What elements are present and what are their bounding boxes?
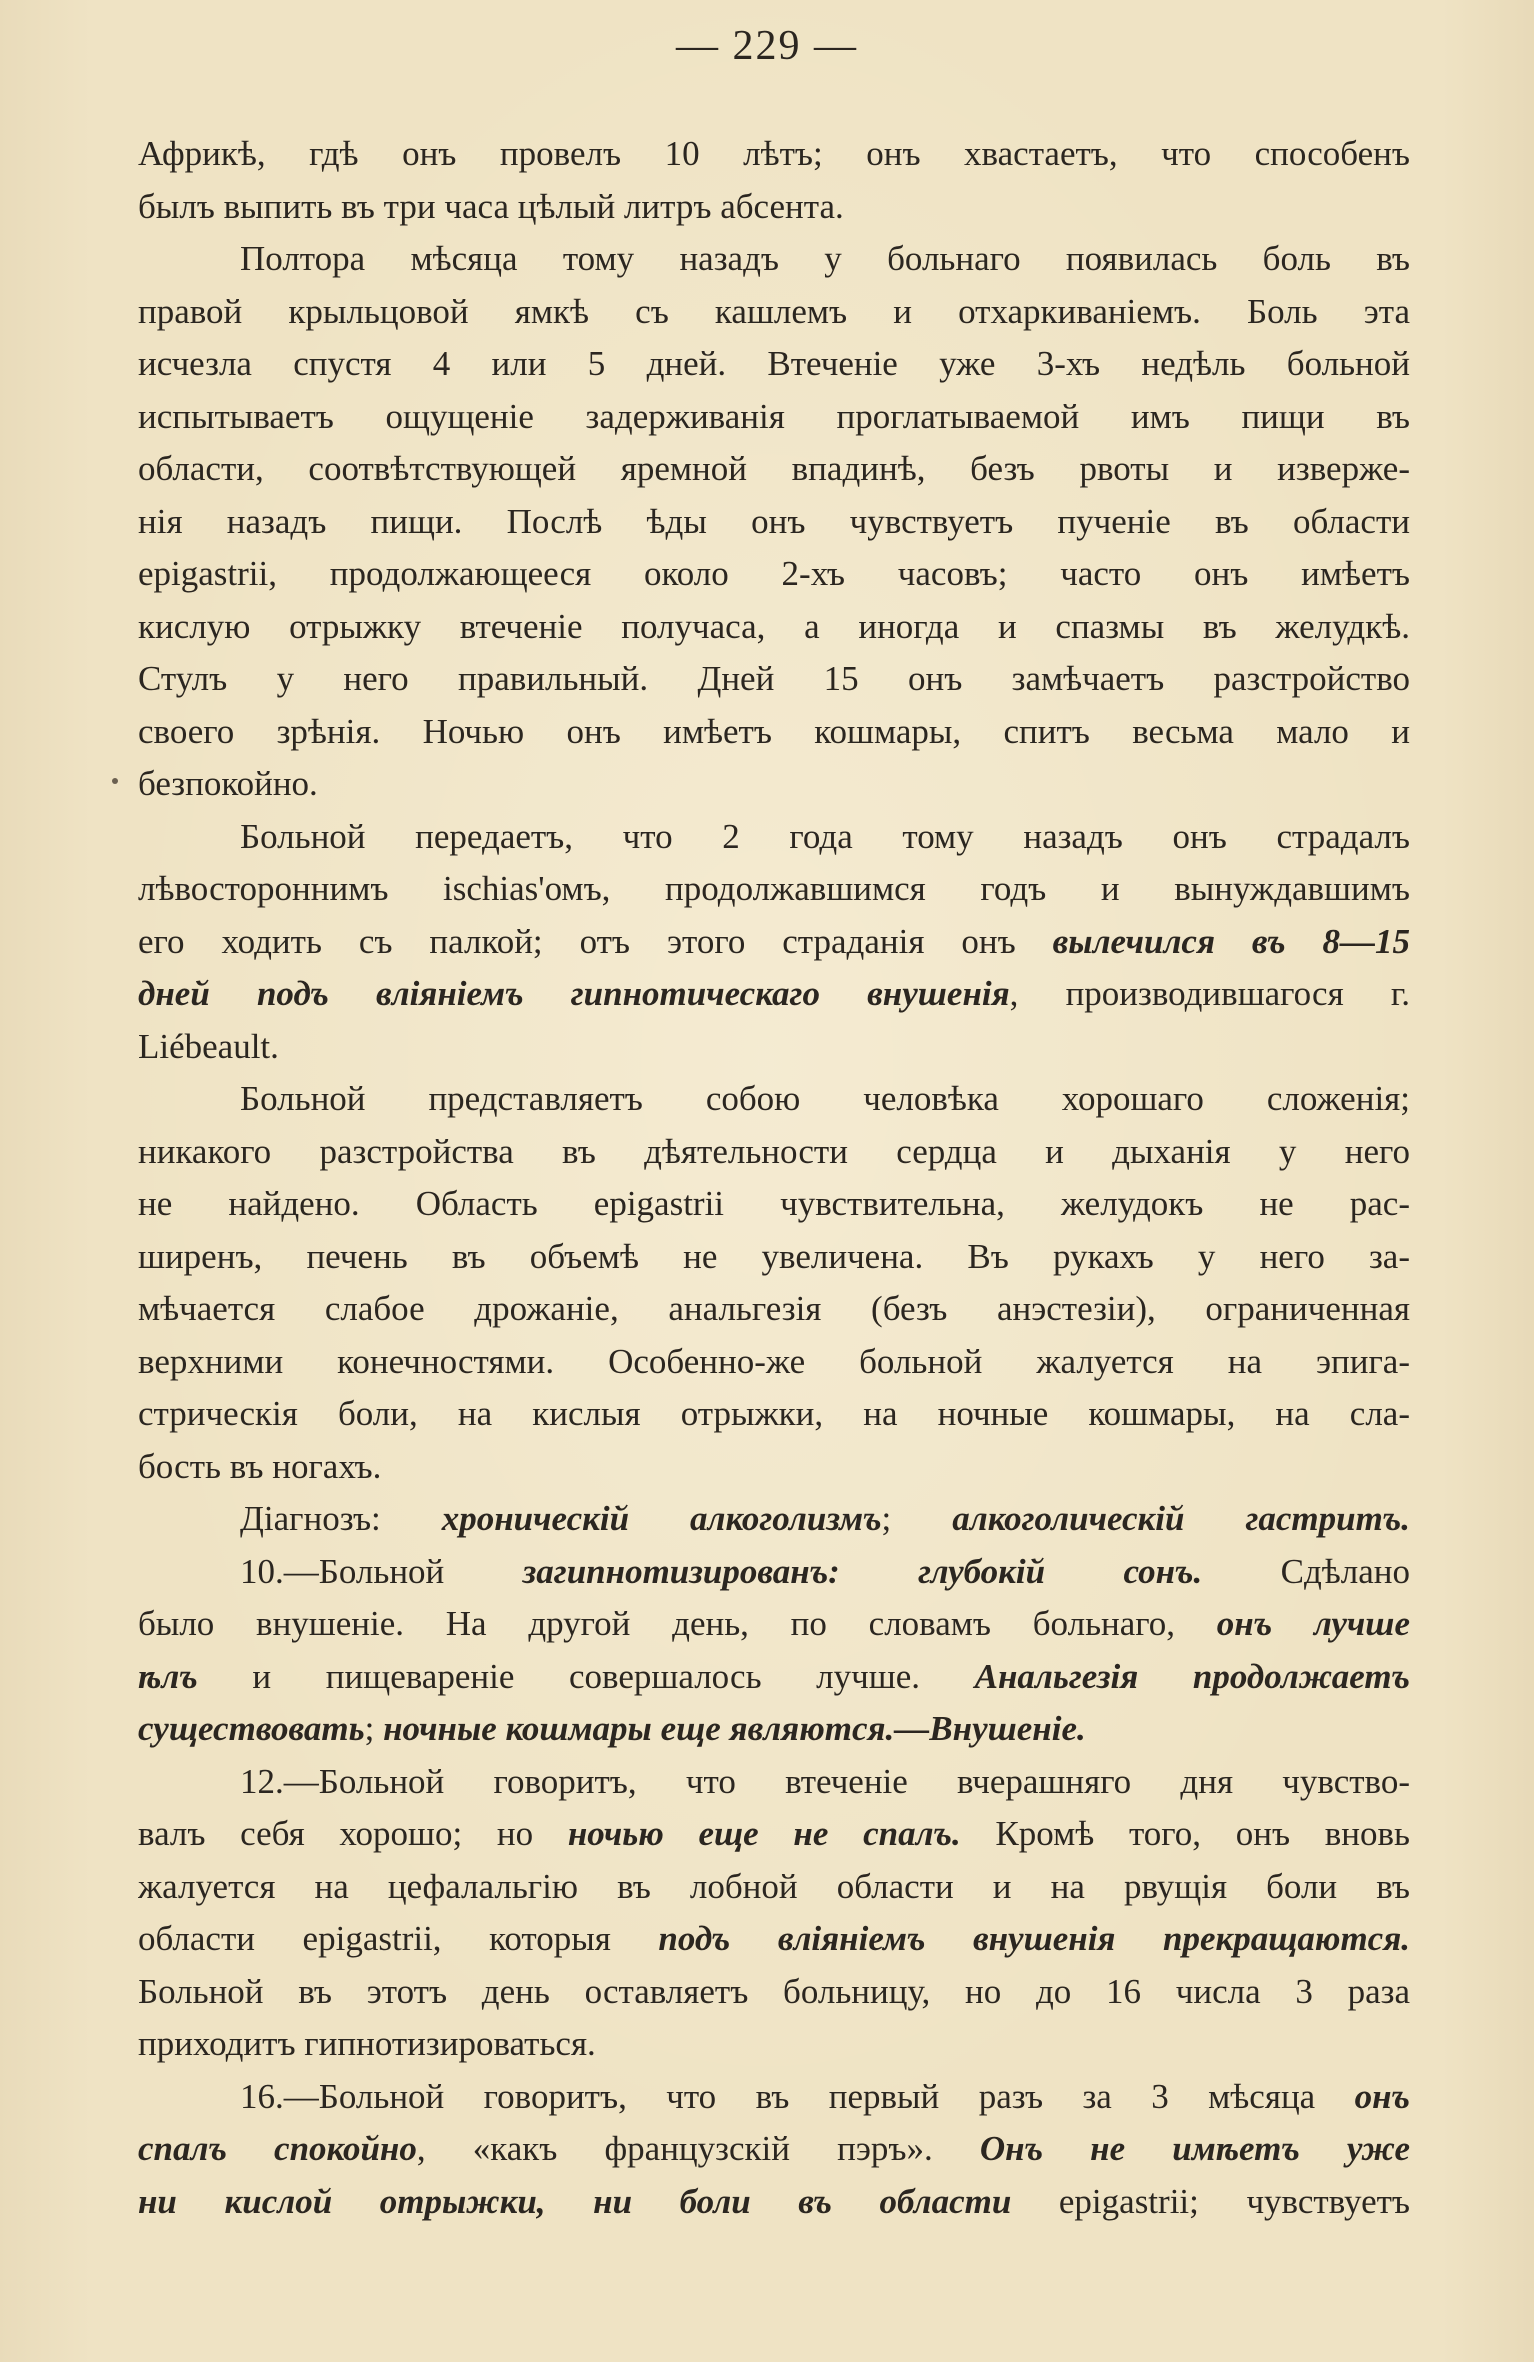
text-line bbox=[138, 1336, 1410, 1389]
text-line bbox=[138, 1493, 1410, 1546]
text-line bbox=[138, 1073, 1410, 1126]
text-line bbox=[138, 2123, 1410, 2176]
text-segment: правой крыльцовой ямкѣ съ кашлемъ и отхаркиваніемъ. Боль эта bbox=[138, 291, 1410, 331]
italic-segment: ночные кошмары еще являются.—Внушеніе. bbox=[383, 1709, 1086, 1748]
text-line bbox=[138, 916, 1410, 969]
italic-segment: алкоголическій гастритъ. bbox=[952, 1499, 1410, 1538]
text-line bbox=[138, 1441, 1410, 1494]
text-segment: Діагнозъ: bbox=[240, 1499, 442, 1538]
text-segment: Полтора мѣсяца тому назадъ у больнаго появилась боль въ bbox=[240, 239, 1410, 278]
text-segment: верхними конечностями. Особенно-же больной жалуется на эпига- bbox=[138, 1341, 1410, 1381]
text-line bbox=[138, 1808, 1410, 1861]
text-segment: области, соотвѣтствующей яремной впадинѣ, безъ рвоты и изверже- bbox=[138, 449, 1410, 488]
italic-segment: ѣлъ bbox=[138, 1656, 198, 1696]
text-segment: приходитъ гипнотизироваться. bbox=[138, 2024, 596, 2063]
text-line bbox=[138, 338, 1410, 391]
text-segment: мѣчается слабое дрожаніе, анальгезія (безъ анэстезіи), ограниченная bbox=[138, 1289, 1410, 1328]
text-line bbox=[138, 1178, 1410, 1231]
text-line bbox=[138, 863, 1410, 916]
text-line bbox=[138, 233, 1410, 286]
text-segment: Больной передаетъ, что 2 года тому назадъ онъ страдалъ bbox=[240, 816, 1410, 856]
italic-segment: спалъ спокойно bbox=[138, 2129, 417, 2168]
text-line bbox=[138, 1126, 1410, 1179]
text-segment: его ходить съ палкой; отъ этого страданія онъ bbox=[138, 921, 1053, 961]
text-segment: былъ выпить въ три часа цѣлый литръ абсента. bbox=[138, 186, 844, 226]
text-segment: ; bbox=[881, 1499, 953, 1538]
text-line bbox=[138, 1021, 1410, 1074]
text-segment: 16.—Больной говоритъ, что въ первый разъ за 3 мѣсяца bbox=[240, 2076, 1355, 2116]
text-segment: Африкѣ, гдѣ онъ провелъ 10 лѣтъ; онъ хвастаетъ, что способенъ bbox=[138, 134, 1410, 173]
text-segment: было внушеніе. На другой день, по словамъ больнаго, bbox=[138, 1604, 1217, 1643]
italic-segment: Анальгезія продолжаетъ bbox=[974, 1656, 1410, 1696]
text-line bbox=[138, 1913, 1410, 1966]
text-segment: , «какъ французскій пэръ». bbox=[416, 2129, 980, 2168]
text-line bbox=[138, 811, 1410, 864]
text-segment: своего зрѣнія. Ночью онъ имѣетъ кошмары, спитъ весьма мало и bbox=[138, 711, 1410, 751]
text-segment: Кромѣ того, онъ вновь bbox=[960, 1814, 1410, 1853]
text-line bbox=[138, 181, 1410, 234]
text-segment: Больной въ этотъ день оставляетъ больницу, но до 16 числа 3 раза bbox=[138, 1971, 1410, 2011]
text-segment: не найдено. Область epigastrii чувствительна, желудокъ не рас- bbox=[138, 1184, 1410, 1223]
italic-segment: подъ вліяніемъ внушенія прекращаются. bbox=[658, 1919, 1410, 1958]
text-line bbox=[138, 443, 1410, 496]
italic-segment: существовать bbox=[138, 1709, 365, 1748]
text-segment: исчезла спустя 4 или 5 дней. Втеченіе уже 3-хъ недѣль больной bbox=[138, 344, 1410, 383]
text-line bbox=[138, 1388, 1410, 1441]
text-line bbox=[138, 968, 1410, 1021]
text-line bbox=[138, 653, 1410, 706]
text-segment: испытываетъ ощущеніе задерживанія проглатываемой имъ пищи въ bbox=[138, 396, 1410, 436]
text-line bbox=[138, 1966, 1410, 2019]
text-segment: ; bbox=[364, 1709, 384, 1748]
text-line bbox=[138, 2018, 1410, 2071]
text-line bbox=[138, 2176, 1410, 2229]
text-segment: никакого разстройства въ дѣятельности сердца и дыханія у него bbox=[138, 1131, 1410, 1171]
text-line bbox=[138, 496, 1410, 549]
text-line bbox=[138, 706, 1410, 759]
text-segment: 12.—Больной говоритъ, что втеченіе вчерашняго дня чувство- bbox=[240, 1761, 1410, 1801]
text-segment: 10.—Больной bbox=[240, 1551, 523, 1591]
text-segment: валъ себя хорошо; но bbox=[138, 1814, 568, 1853]
page-number: — 229 — bbox=[676, 23, 858, 69]
text-segment: безпокойно. bbox=[138, 764, 318, 803]
text-line bbox=[138, 1283, 1410, 1336]
text-line bbox=[138, 1756, 1410, 1809]
text-segment: Liébeault. bbox=[138, 1026, 279, 1066]
italic-segment: онъ лучше bbox=[1216, 1604, 1410, 1643]
text-line bbox=[138, 1703, 1410, 1756]
text-segment: стрическія боли, на кислыя отрыжки, на ночные кошмары, на сла- bbox=[138, 1394, 1410, 1433]
italic-segment: хроническій алкоголизмъ bbox=[441, 1499, 882, 1538]
text-segment: , производившагося г. bbox=[1009, 974, 1410, 1013]
text-segment: нія назадъ пищи. Послѣ ѣды онъ чувствуетъ пученіе въ области bbox=[138, 501, 1410, 541]
text-segment: epigastrii, продолжающееся около 2-хъ часовъ; часто онъ имѣетъ bbox=[138, 554, 1410, 593]
text-segment: области epigastrii, которыя bbox=[138, 1919, 659, 1958]
text-segment: кислую отрыжку втеченіе получаса, а иногда и спазмы въ желудкѣ. bbox=[138, 606, 1410, 646]
text-segment: Больной представляетъ собою человѣка хорошаго сложенія; bbox=[240, 1079, 1410, 1118]
body-text bbox=[138, 128, 1410, 2228]
text-line bbox=[138, 1651, 1410, 1704]
italic-segment: дней подъ вліяніемъ гипнотическаго внушенія bbox=[138, 974, 1010, 1013]
text-line bbox=[138, 2071, 1410, 2124]
text-segment: ширенъ, печень въ объемѣ не увеличена. Въ рукахъ у него за- bbox=[138, 1236, 1410, 1276]
text-line bbox=[138, 286, 1410, 339]
text-line bbox=[138, 601, 1410, 654]
text-line bbox=[138, 758, 1410, 811]
italic-segment: ни кислой отрыжки, ни боли въ области bbox=[138, 2181, 1012, 2221]
text-segment: жалуется на цефалальгію въ лобной области и на рвущія боли въ bbox=[138, 1866, 1410, 1906]
text-line bbox=[138, 128, 1410, 181]
text-line bbox=[138, 1598, 1410, 1651]
italic-segment: онъ bbox=[1354, 2076, 1410, 2116]
italic-segment: ночью еще не спалъ. bbox=[567, 1814, 961, 1853]
italic-segment: загипнотизированъ: глубокій сонъ. bbox=[522, 1551, 1203, 1591]
text-segment: лѣвостороннимъ ischias'омъ, продолжавшимся годъ и вынуждавшимъ bbox=[138, 869, 1410, 908]
italic-segment: вылечился въ 8—15 bbox=[1052, 921, 1410, 961]
text-segment: Стулъ у него правильный. Дней 15 онъ замѣчаетъ разстройство bbox=[138, 659, 1410, 698]
text-segment: бость въ ногахъ. bbox=[138, 1446, 382, 1486]
margin-mark bbox=[112, 778, 118, 784]
text-segment: Сдѣлано bbox=[1202, 1551, 1410, 1591]
text-line bbox=[138, 391, 1410, 444]
text-line bbox=[138, 1546, 1410, 1599]
text-line bbox=[138, 1231, 1410, 1284]
italic-segment: Онъ не имѣетъ уже bbox=[979, 2129, 1410, 2168]
text-line bbox=[138, 548, 1410, 601]
text-line bbox=[138, 1861, 1410, 1914]
text-segment: epigastrii; чувствуетъ bbox=[1011, 2181, 1410, 2221]
text-segment: и пищевареніе совершалось лучше. bbox=[197, 1656, 975, 1696]
